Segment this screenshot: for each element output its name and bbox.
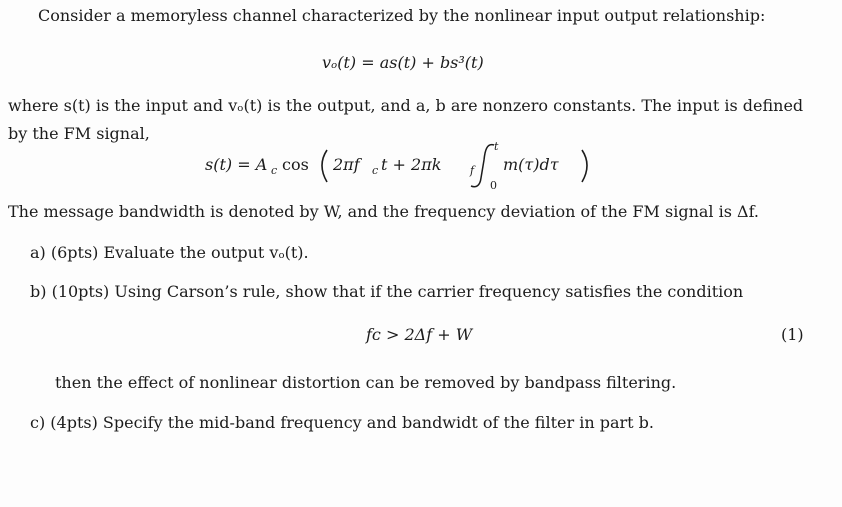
left-paren-large [322, 150, 327, 182]
fm-arg-sub-1: c [372, 164, 379, 177]
intro-line: Consider a memoryless channel characterized by the nonlinear input output relationship: [38, 6, 766, 25]
fm-arg-sub-2: f [470, 164, 475, 177]
carrier-condition-equation: fᴄ > 2Δf + W [366, 325, 473, 344]
part-b-followup: then the effect of nonlinear distortion can be removed by bandpass filtering. [55, 373, 677, 392]
where-line-2: by the FM signal, [8, 124, 150, 143]
equation-number: (1) [781, 325, 804, 344]
fm-arg-1: 2πf [333, 155, 360, 174]
part-c: c) (4pts) Specify the mid-band frequency and bandwidt of the filter in part b. [30, 413, 655, 432]
right-paren-large [582, 150, 587, 182]
fm-cos: cos [282, 155, 309, 174]
part-b: b) (10pts) Using Carson’s rule, show that if the carrier frequency satisfies the condition [30, 282, 744, 301]
part-a: a) (6pts) Evaluate the output vₒ(t). [30, 243, 309, 262]
fm-arg-2: t + 2πk [381, 155, 442, 174]
fm-lhs-sub: c [271, 164, 278, 177]
fm-lhs: s(t) = A [205, 155, 268, 174]
message-line: The message bandwidth is denoted by W, and the frequency deviation of the FM signal is Δf. [8, 202, 760, 221]
fm-integrand: m(τ)dτ [503, 155, 559, 174]
integral-lower: 0 [490, 179, 497, 192]
integral-upper: t [494, 140, 499, 153]
where-line-1: where s(t) is the input and vₒ(t) is the output, and a, b are nonzero constants. The input is defined [8, 96, 804, 115]
output-equation: vₒ(t) = as(t) + bs³(t) [322, 53, 484, 72]
